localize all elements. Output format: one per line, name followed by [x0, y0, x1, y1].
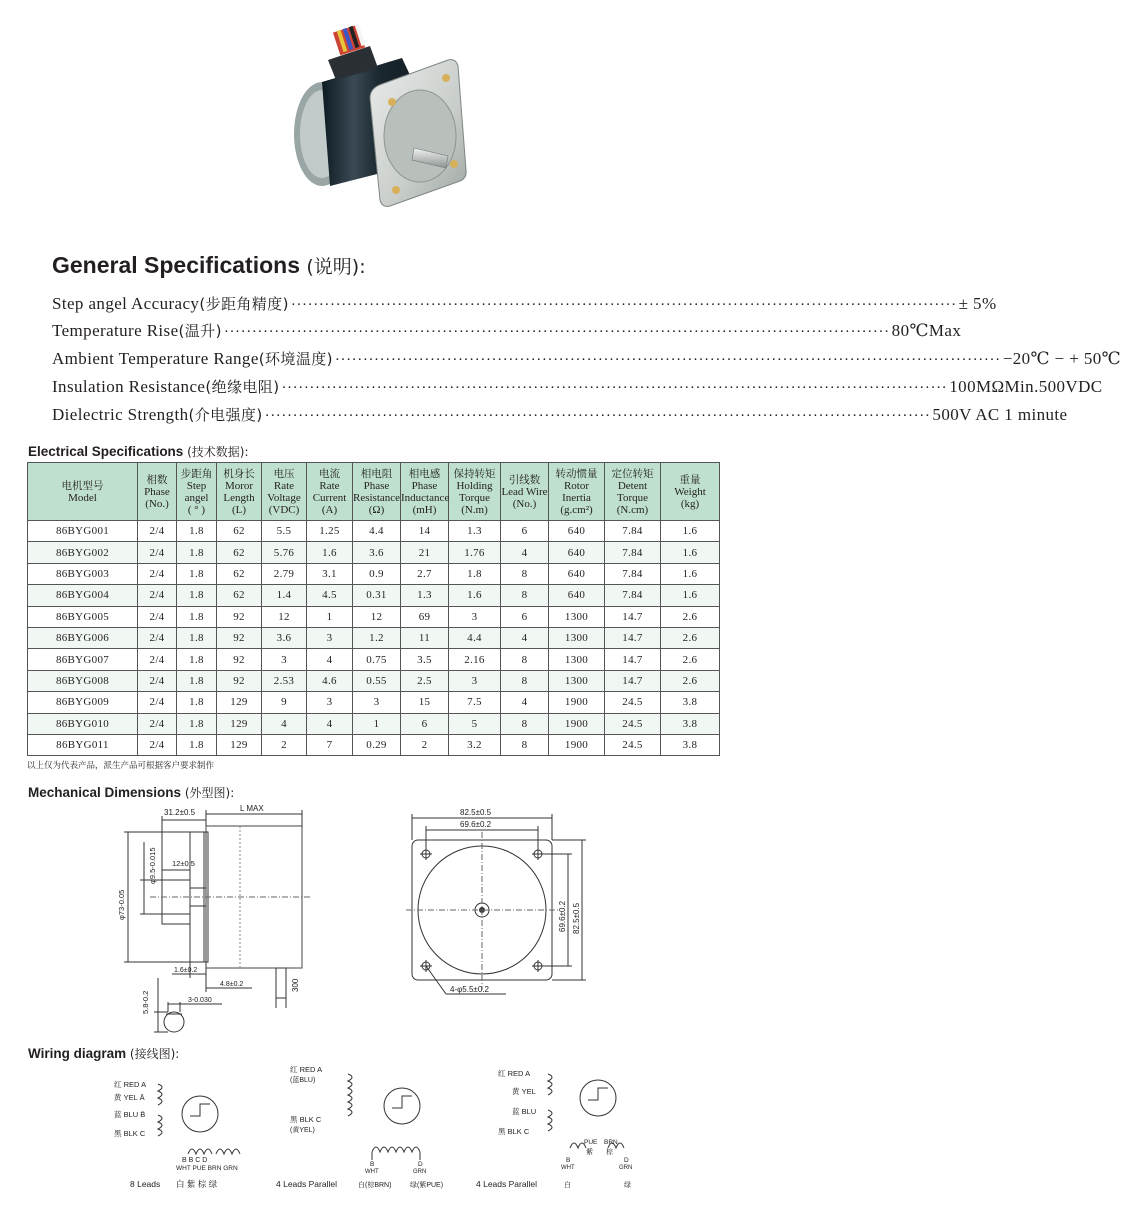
w4b-blu-label: 蓝 BLU [512, 1107, 537, 1116]
w4b-brn: BRN [604, 1139, 618, 1146]
w4a-blk-label: 黑 BLK C [290, 1115, 322, 1124]
table-cell: 8 [501, 713, 549, 734]
table-cell: 4 [501, 692, 549, 713]
table-row [28, 542, 720, 563]
table-cell: 21 [401, 542, 449, 563]
table-cell: 62 [217, 521, 262, 542]
table-cell: 4 [307, 713, 353, 734]
table-cell: 4 [262, 713, 307, 734]
table-cell: 4 [307, 649, 353, 670]
table-cell: 2.6 [661, 670, 720, 691]
table-cell: 129 [217, 692, 262, 713]
table-cell: 1.8 [177, 649, 217, 670]
w4b-b-label: B [566, 1157, 571, 1164]
table-cell: 1.6 [661, 563, 720, 584]
table-cell: 7 [307, 734, 353, 755]
w4b-pue: PUE [584, 1139, 598, 1146]
table-header-cell: 相电感 Phase Inductance (mH) [401, 463, 449, 521]
dim-phi-73: φ73-0.05 [117, 889, 126, 920]
table-header-cell: 机身长 Moror Length (L) [217, 463, 262, 521]
table-cell: 1.8 [177, 606, 217, 627]
w8-red-label: 红 RED A [114, 1080, 147, 1089]
table-cell: 86BYG006 [28, 627, 138, 648]
table-cell: 6 [501, 521, 549, 542]
table-cell: 4.4 [353, 521, 401, 542]
w4a-b-en: WHT [365, 1169, 379, 1175]
table-cell: 2.5 [401, 670, 449, 691]
wiring-4-leads-parallel-b [476, 1068, 632, 1189]
table-cell: 5.76 [262, 542, 307, 563]
dim-1-6: 1.6±0.2 [174, 967, 198, 974]
table-cell: 3 [353, 692, 401, 713]
table-cell: 12 [262, 606, 307, 627]
table-cell: 1.8 [177, 713, 217, 734]
table-cell: 7.84 [605, 521, 661, 542]
table-cell: 2/4 [138, 563, 177, 584]
dim-31-2: 31.2±0.5 [164, 808, 196, 817]
table-cell: 7.84 [605, 585, 661, 606]
wiring-diagram-title: Wiring diagram (接线图): [28, 1046, 180, 1061]
table-cell: 92 [217, 606, 262, 627]
table-cell: 12 [353, 606, 401, 627]
table-row [28, 563, 720, 584]
table-cell: 2/4 [138, 542, 177, 563]
table-cell: 92 [217, 670, 262, 691]
front-view-drawing [406, 808, 586, 994]
spec-row-temperature-rise: Temperature Rise(温升) ······················································································································· 80℃Max [52, 321, 962, 340]
mechanical-dimensions-drawing [110, 802, 630, 1042]
table-cell: 2 [262, 734, 307, 755]
w8-bottom-codes: B B C D [182, 1157, 208, 1164]
electrical-specifications-title: Electrical Specifications (技术数据): [28, 444, 249, 459]
table-row [28, 521, 720, 542]
w4a-blk-cn: (黄YEL) [290, 1127, 315, 1134]
table-cell: 6 [401, 713, 449, 734]
table-cell: 2/4 [138, 627, 177, 648]
table-cell: 4.6 [307, 670, 353, 691]
w4b-b-en: WHT [561, 1165, 575, 1171]
table-row [28, 627, 720, 648]
table-cell: 7.84 [605, 542, 661, 563]
table-cell: 2.6 [661, 627, 720, 648]
table-cell: 0.31 [353, 585, 401, 606]
table-cell: 1.8 [177, 585, 217, 606]
table-cell: 24.5 [605, 734, 661, 755]
dim-4-8: 4.8±0.2 [220, 981, 244, 988]
table-header-cell: 相电阻 Phase Resistance (Ω) [353, 463, 401, 521]
table-cell: 0.29 [353, 734, 401, 755]
wiring-4-leads-parallel-a [276, 1064, 443, 1189]
table-cell: 6 [501, 606, 549, 627]
table-cell: 1.8 [177, 542, 217, 563]
table-cell: 15 [401, 692, 449, 713]
table-cell: 2 [401, 734, 449, 755]
table-cell: 1300 [549, 606, 605, 627]
table-cell: 7.5 [449, 692, 501, 713]
table-cell: 1.6 [449, 585, 501, 606]
table-cell: 4 [501, 542, 549, 563]
table-cell: 1.8 [177, 670, 217, 691]
table-cell: 2.6 [661, 606, 720, 627]
side-view-drawing [117, 804, 310, 1032]
dim-82-5-top: 82.5±0.5 [460, 808, 492, 817]
w4b-yel-label: 黄 YEL [512, 1087, 536, 1096]
mechanical-dimensions-title: Mechanical Dimensions (外型图): [28, 785, 235, 800]
table-row [28, 670, 720, 691]
w8-bottom-colors: WHT PUE BRN GRN [176, 1165, 238, 1172]
table-cell: 2/4 [138, 606, 177, 627]
table-cell: 86BYG007 [28, 649, 138, 670]
table-cell: 8 [501, 649, 549, 670]
table-cell: 3.6 [262, 627, 307, 648]
table-cell: 1 [353, 713, 401, 734]
dim-300: 300 [291, 978, 300, 992]
table-header-cell: 相数 Phase (No.) [138, 463, 177, 521]
w8-caption-cn: 白 紫 棕 绿 [176, 1179, 218, 1189]
table-cell: 14 [401, 521, 449, 542]
table-cell: 86BYG008 [28, 670, 138, 691]
table-cell: 3.1 [307, 563, 353, 584]
table-header-cell: 电压 Rate Voltage (VDC) [262, 463, 307, 521]
wiring-8-leads [114, 1079, 240, 1189]
table-cell: 2.16 [449, 649, 501, 670]
table-cell: 3 [449, 606, 501, 627]
table-row [28, 585, 720, 606]
w4a-caption-d: 绿(紫PUE) [410, 1182, 444, 1189]
dim-69-6-right: 69.6±0.2 [558, 900, 567, 932]
table-cell: 129 [217, 713, 262, 734]
stepper-motor-image [270, 6, 480, 228]
table-cell: 86BYG010 [28, 713, 138, 734]
table-cell: 62 [217, 542, 262, 563]
table-cell: 4.5 [307, 585, 353, 606]
w4a-caption-b: 白(棕BRN) [358, 1182, 392, 1189]
table-cell: 14.7 [605, 670, 661, 691]
table-cell: 1900 [549, 692, 605, 713]
table-cell: 3.8 [661, 734, 720, 755]
table-cell: 5.5 [262, 521, 307, 542]
table-cell: 2/4 [138, 521, 177, 542]
table-cell: 2.79 [262, 563, 307, 584]
w4a-d-en: GRN [413, 1169, 427, 1175]
table-cell: 1.2 [353, 627, 401, 648]
dim-12: 12±0.5 [172, 859, 195, 868]
table-cell: 1.8 [449, 563, 501, 584]
table-row [28, 606, 720, 627]
table-cell: 1.4 [262, 585, 307, 606]
table-cell: 3 [262, 649, 307, 670]
table-cell: 11 [401, 627, 449, 648]
table-header-cell: 保持转矩 Holding Torque (N.m) [449, 463, 501, 521]
table-cell: 2.53 [262, 670, 307, 691]
table-cell: 1.8 [177, 563, 217, 584]
spec-row-ambient-temperature: Ambient Temperature Range(环境温度) ······················································································································· −20℃ − + 50℃ [52, 349, 1121, 368]
table-cell: 69 [401, 606, 449, 627]
table-cell: 8 [501, 734, 549, 755]
table-header-cell: 电流 Rate Current (A) [307, 463, 353, 521]
table-cell: 14.7 [605, 649, 661, 670]
dim-5-8: 5.8-0.2 [141, 990, 150, 1014]
table-cell: 0.75 [353, 649, 401, 670]
general-specifications-title: General Specifications (说明): [52, 252, 366, 278]
w4b-blk-label: 黑 BLK C [498, 1127, 530, 1136]
table-cell: 1900 [549, 713, 605, 734]
w4b-pue-cn: 紫 [586, 1149, 593, 1156]
table-cell: 14.7 [605, 606, 661, 627]
table-cell: 86BYG001 [28, 521, 138, 542]
table-cell: 86BYG009 [28, 692, 138, 713]
w4b-brn-cn: 棕 [606, 1149, 613, 1156]
table-cell: 3.8 [661, 713, 720, 734]
table-header-cell: 引线数 Lead Wire (No.) [501, 463, 549, 521]
table-cell: 3.2 [449, 734, 501, 755]
table-cell: 1.3 [401, 585, 449, 606]
table-cell: 7.84 [605, 563, 661, 584]
w4a-caption: 4 Leads Parallel [276, 1179, 337, 1189]
table-header-cell: 转动惯量 Rotor Inertia (g.cm²) [549, 463, 605, 521]
spec-row-step-angle-accuracy: Step angel Accuracy(步距角精度) ······················································································································· ± 5% [52, 294, 997, 313]
table-cell: 3.8 [661, 692, 720, 713]
table-cell: 2.7 [401, 563, 449, 584]
w4b-d-en: GRN [619, 1165, 633, 1171]
w4a-red-cn: (蓝BLU) [290, 1077, 316, 1084]
w4a-b-label: B [370, 1161, 375, 1168]
table-cell: 0.55 [353, 670, 401, 691]
table-cell: 86BYG004 [28, 585, 138, 606]
table-cell: 62 [217, 563, 262, 584]
dim-l-max: L MAX [240, 804, 264, 813]
table-cell: 2/4 [138, 713, 177, 734]
table-cell: 5 [449, 713, 501, 734]
w4a-red-label: 红 RED A [290, 1065, 323, 1074]
table-cell: 86BYG005 [28, 606, 138, 627]
table-cell: 1.25 [307, 521, 353, 542]
dim-phi-9-5: φ9.5-0.015 [148, 847, 157, 884]
table-cell: 92 [217, 627, 262, 648]
wiring-diagrams [100, 1062, 660, 1202]
electrical-specifications-table [27, 462, 720, 756]
table-cell: 62 [217, 585, 262, 606]
table-cell: 640 [549, 563, 605, 584]
w8-blk-label: 黑 BLK C [114, 1129, 146, 1138]
table-row [28, 713, 720, 734]
table-cell: 3.6 [353, 542, 401, 563]
table-cell: 4.4 [449, 627, 501, 648]
table-cell: 2/4 [138, 692, 177, 713]
w4b-red-label: 红 RED A [498, 1069, 531, 1078]
table-footnote: 以上仅为代表产品，派生产品可根据客户要求制作 [27, 761, 215, 771]
spec-row-dielectric-strength: Dielectric Strength(介电强度) ······················································································································· 500V AC 1 minute [52, 405, 1068, 424]
w4b-caption-d: 绿 [624, 1182, 631, 1189]
table-cell: 1.6 [661, 521, 720, 542]
table-cell: 0.9 [353, 563, 401, 584]
table-header-cell: 定位转矩 Detent Torque (N.cm) [605, 463, 661, 521]
table-cell: 1 [307, 606, 353, 627]
table-cell: 9 [262, 692, 307, 713]
table-cell: 2/4 [138, 734, 177, 755]
dim-holes: 4-φ5.5±0.2 [450, 985, 489, 994]
dim-3: 3-0.030 [188, 997, 212, 1004]
table-cell: 1900 [549, 734, 605, 755]
table-cell: 640 [549, 585, 605, 606]
table-cell: 86BYG011 [28, 734, 138, 755]
dim-82-5-right: 82.5±0.5 [572, 902, 581, 934]
table-cell: 3.5 [401, 649, 449, 670]
table-cell: 2/4 [138, 649, 177, 670]
table-cell: 1.6 [661, 542, 720, 563]
w8-blu-label: 蓝 BLU B̄ [114, 1110, 146, 1119]
table-cell: 1300 [549, 670, 605, 691]
table-cell: 1.8 [177, 627, 217, 648]
w4b-d-label: D [624, 1157, 629, 1164]
table-cell: 14.7 [605, 627, 661, 648]
table-cell: 1.8 [177, 692, 217, 713]
table-cell: 1300 [549, 649, 605, 670]
table-cell: 3 [307, 692, 353, 713]
table-cell: 1.76 [449, 542, 501, 563]
spec-row-insulation-resistance: Insulation Resistance(绝缘电阻) ······················································································································· 100MΩMin.500VDC [52, 377, 1103, 396]
w4b-caption-b: 白 [564, 1182, 571, 1189]
w8-caption: 8 Leads [130, 1179, 161, 1189]
table-cell: 24.5 [605, 713, 661, 734]
table-cell: 4 [501, 627, 549, 648]
table-cell: 3 [307, 627, 353, 648]
table-cell: 24.5 [605, 692, 661, 713]
table-cell: 8 [501, 585, 549, 606]
table-cell: 1.3 [449, 521, 501, 542]
table-cell: 640 [549, 521, 605, 542]
table-cell: 86BYG002 [28, 542, 138, 563]
table-cell: 2.6 [661, 649, 720, 670]
table-header-cell: 电机型号 Model [28, 463, 138, 521]
dim-69-6-top: 69.6±0.2 [460, 820, 492, 829]
w4a-d-label: D [418, 1161, 423, 1168]
table-cell: 3 [449, 670, 501, 691]
table-header-cell: 重量 Weight (kg) [661, 463, 720, 521]
table-cell: 86BYG003 [28, 563, 138, 584]
table-cell: 129 [217, 734, 262, 755]
w8-yel-label: 黄 YEL Ā [114, 1093, 145, 1102]
table-cell: 1300 [549, 627, 605, 648]
table-cell: 8 [501, 670, 549, 691]
table-cell: 8 [501, 563, 549, 584]
table-row [28, 734, 720, 755]
table-cell: 2/4 [138, 585, 177, 606]
table-cell: 1.6 [661, 585, 720, 606]
table-cell: 640 [549, 542, 605, 563]
table-cell: 1.8 [177, 521, 217, 542]
table-cell: 1.6 [307, 542, 353, 563]
table-cell: 1.8 [177, 734, 217, 755]
w4b-caption: 4 Leads Parallel [476, 1179, 537, 1189]
table-row [28, 649, 720, 670]
table-cell: 2/4 [138, 670, 177, 691]
table-cell: 92 [217, 649, 262, 670]
table-row [28, 692, 720, 713]
table-header-row [28, 463, 720, 521]
table-header-cell: 步距角 Step angel ( ° ) [177, 463, 217, 521]
